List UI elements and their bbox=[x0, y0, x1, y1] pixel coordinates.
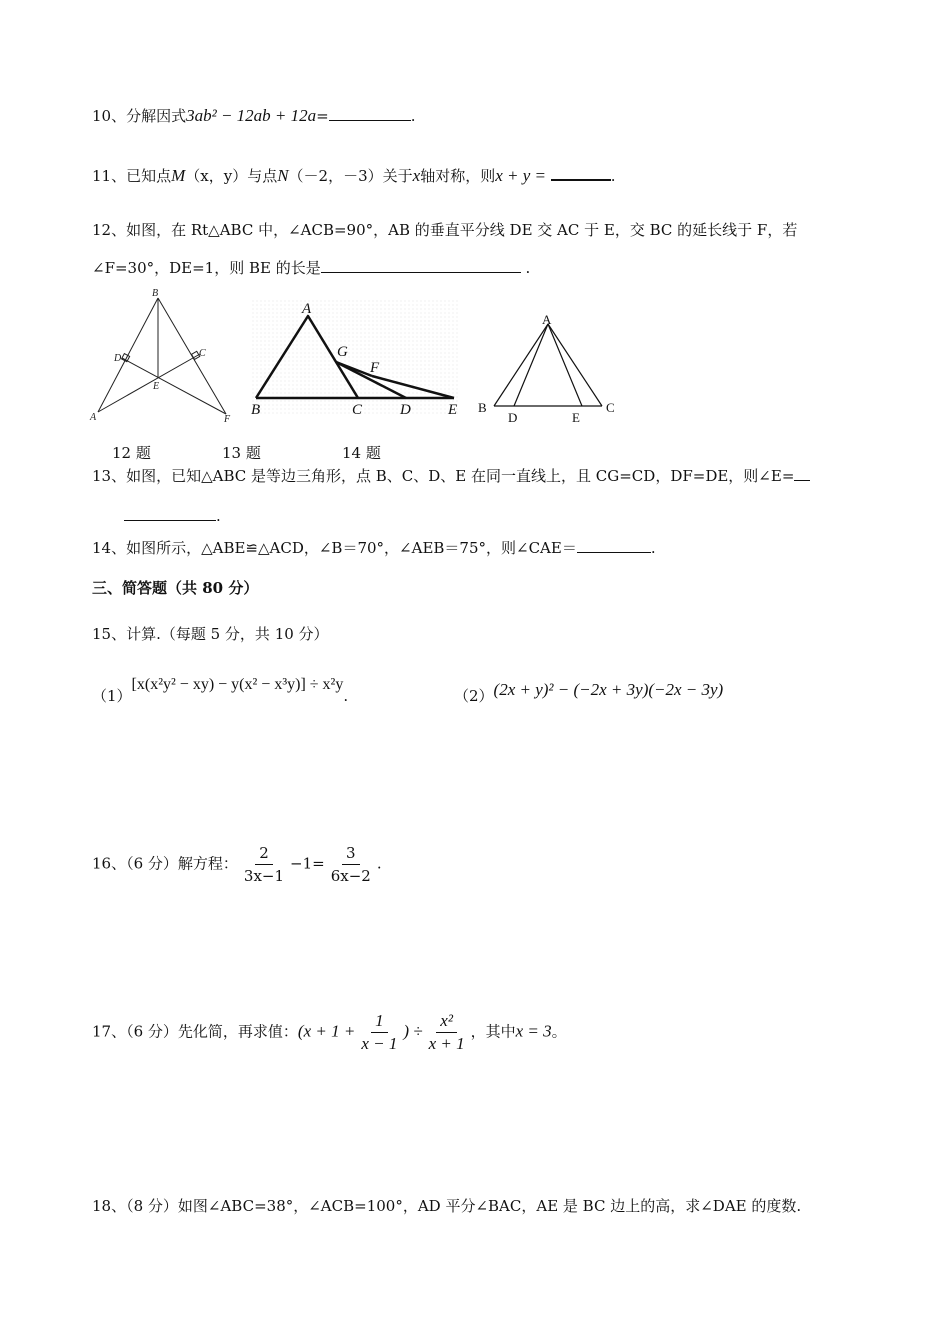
q10-end: . bbox=[410, 107, 416, 125]
fig12-label-a: A bbox=[90, 412, 97, 423]
fig12-label-d: D bbox=[114, 353, 122, 364]
q11-expression: x + y = bbox=[495, 166, 546, 185]
fig13-label-d: D bbox=[400, 402, 411, 418]
question-18: 18、（8 分）如图∠ABC=38°，∠ACB=100°，AD 平分∠BAC，AE 是 BC 边上的高，求∠DAE 的度数. bbox=[92, 1197, 802, 1215]
fig13-label-c: C bbox=[352, 402, 363, 418]
question-12-line2 bbox=[92, 258, 530, 278]
q16-den1: 3x−1 bbox=[243, 867, 285, 885]
q15-p1-label: （1） bbox=[92, 687, 132, 705]
fig14-label-d: D bbox=[508, 410, 518, 425]
fig14-side-ab bbox=[494, 324, 548, 406]
question-17 bbox=[92, 1010, 567, 1055]
question-10 bbox=[92, 106, 416, 126]
fig12-label-f: F bbox=[224, 414, 231, 425]
q16-den2: 6x−2 bbox=[330, 867, 371, 885]
q14-text: 14、如图所示，△ABE≌△ACD，∠B＝70°，∠AEB＝75°，则∠CAE＝ bbox=[92, 539, 577, 557]
q10-answer-blank[interactable] bbox=[329, 106, 411, 121]
caption-fig14: 14 题 bbox=[342, 444, 381, 462]
q15-p2-expression: (2x + y)² − (−2x + 3y)(−2x − 3y) bbox=[493, 680, 724, 699]
q11-m-coords: （x，y）与点 bbox=[185, 167, 278, 185]
fig12-label-b: B bbox=[152, 288, 159, 299]
figure-13 bbox=[248, 296, 464, 424]
q11-end: . bbox=[610, 167, 616, 185]
q17-open: (x + 1 + bbox=[297, 1021, 356, 1041]
q17-den2: x + 1 bbox=[428, 1034, 465, 1053]
fig12-label-e: E bbox=[153, 381, 160, 392]
q10-expression: 3ab² − 12ab + 12a bbox=[186, 106, 317, 125]
q16-num1: 2 bbox=[255, 842, 273, 865]
fig13-label-a: A bbox=[302, 301, 312, 317]
q16-end: . bbox=[376, 854, 382, 873]
q11-n-coords: （－2，－3）关于 bbox=[288, 167, 413, 185]
q16-fraction-2 bbox=[327, 842, 375, 887]
q12-answer-blank[interactable] bbox=[321, 258, 521, 273]
question-13-line2 bbox=[124, 506, 221, 526]
q17-prefix: 17、（6 分）先化简，再求值： bbox=[92, 1022, 298, 1041]
q17-fraction-1 bbox=[357, 1010, 401, 1055]
question-13-line1 bbox=[92, 466, 810, 486]
q13-answer-blank[interactable] bbox=[124, 506, 216, 521]
question-15-part1 bbox=[92, 676, 349, 707]
fig14-line-ad bbox=[514, 324, 548, 406]
question-15-title: 15、计算.（每题 5 分，共 10 分） bbox=[92, 625, 329, 643]
fig14-label-c: C bbox=[606, 400, 615, 415]
fig12-label-c: C bbox=[199, 348, 206, 359]
fig14-side-ac bbox=[548, 324, 602, 406]
q13-answer-blank-start[interactable] bbox=[794, 466, 810, 481]
question-14 bbox=[92, 538, 656, 558]
q16-fraction-1 bbox=[240, 842, 288, 887]
fig13-label-g: G bbox=[337, 344, 348, 360]
q13-text: 13、如图，已知△ABC 是等边三角形，点 B、C、D、E 在同一直线上，且 CG=CD，DF=DE，则∠E= bbox=[92, 467, 795, 485]
q17-fraction-2 bbox=[425, 1010, 469, 1055]
q16-mid: −1= bbox=[290, 854, 325, 873]
q15-p2-label: （2） bbox=[454, 687, 494, 705]
caption-fig13: 13 题 bbox=[222, 444, 261, 462]
q14-answer-blank[interactable] bbox=[577, 538, 651, 553]
q11-point-n: N bbox=[277, 166, 289, 185]
q10-prefix: 10、分解因式 bbox=[92, 107, 187, 125]
q17-num1: 1 bbox=[371, 1010, 388, 1033]
fig12-line-fd bbox=[122, 358, 226, 414]
q16-prefix: 16、（6 分）解方程： bbox=[92, 854, 238, 873]
question-12-line1: 12、如图，在 Rt△ABC 中，∠ACB=90°，AB 的垂直平分线 DE 交 AC 于 E，交 BC 的延长线于 F，若 bbox=[92, 221, 798, 239]
question-11 bbox=[92, 166, 616, 186]
q17-mid: ，其中 bbox=[470, 1022, 516, 1041]
fig13-label-f: F bbox=[370, 360, 380, 376]
q17-den1: x − 1 bbox=[361, 1034, 398, 1053]
q11-x-axis: x bbox=[412, 166, 421, 185]
q14-end: . bbox=[650, 539, 656, 557]
q11-mid: 轴对称，则 bbox=[420, 167, 496, 185]
fig14-label-b: B bbox=[478, 400, 487, 415]
q17-condition: x = 3 bbox=[515, 1021, 552, 1041]
q17-end: 。 bbox=[551, 1022, 567, 1041]
q11-answer-blank[interactable] bbox=[551, 167, 611, 181]
question-15-part2 bbox=[454, 680, 724, 706]
q12-text: ∠F=30°，DE=1，则 BE 的长是 bbox=[92, 259, 321, 277]
fig14-label-e: E bbox=[572, 410, 580, 425]
section-3-title: 三、简答题（共 80 分） bbox=[92, 579, 259, 597]
figure-12 bbox=[86, 286, 236, 426]
fig13-label-b: B bbox=[251, 402, 261, 418]
fig14-line-ae bbox=[548, 324, 582, 406]
caption-fig12: 12 题 bbox=[112, 444, 151, 462]
q11-point-m: M bbox=[171, 166, 186, 185]
fig13-label-e: E bbox=[448, 402, 458, 418]
q12-end: . bbox=[520, 259, 531, 277]
question-16 bbox=[92, 842, 382, 887]
q15-p1-expression: [x(x²y² − xy) − y(x² − x³y)] ÷ x²y bbox=[131, 676, 344, 693]
q11-prefix: 11、已知点 bbox=[92, 167, 172, 185]
q17-num2: x² bbox=[436, 1010, 457, 1033]
q13-end: . bbox=[216, 507, 221, 525]
fig14-label-a: A bbox=[542, 312, 552, 327]
figure-14 bbox=[474, 310, 624, 426]
q16-num2: 3 bbox=[342, 842, 360, 865]
q17-close: ) ÷ bbox=[403, 1021, 423, 1041]
q10-equals: = bbox=[316, 107, 329, 125]
q15-p1-end: . bbox=[343, 687, 349, 705]
